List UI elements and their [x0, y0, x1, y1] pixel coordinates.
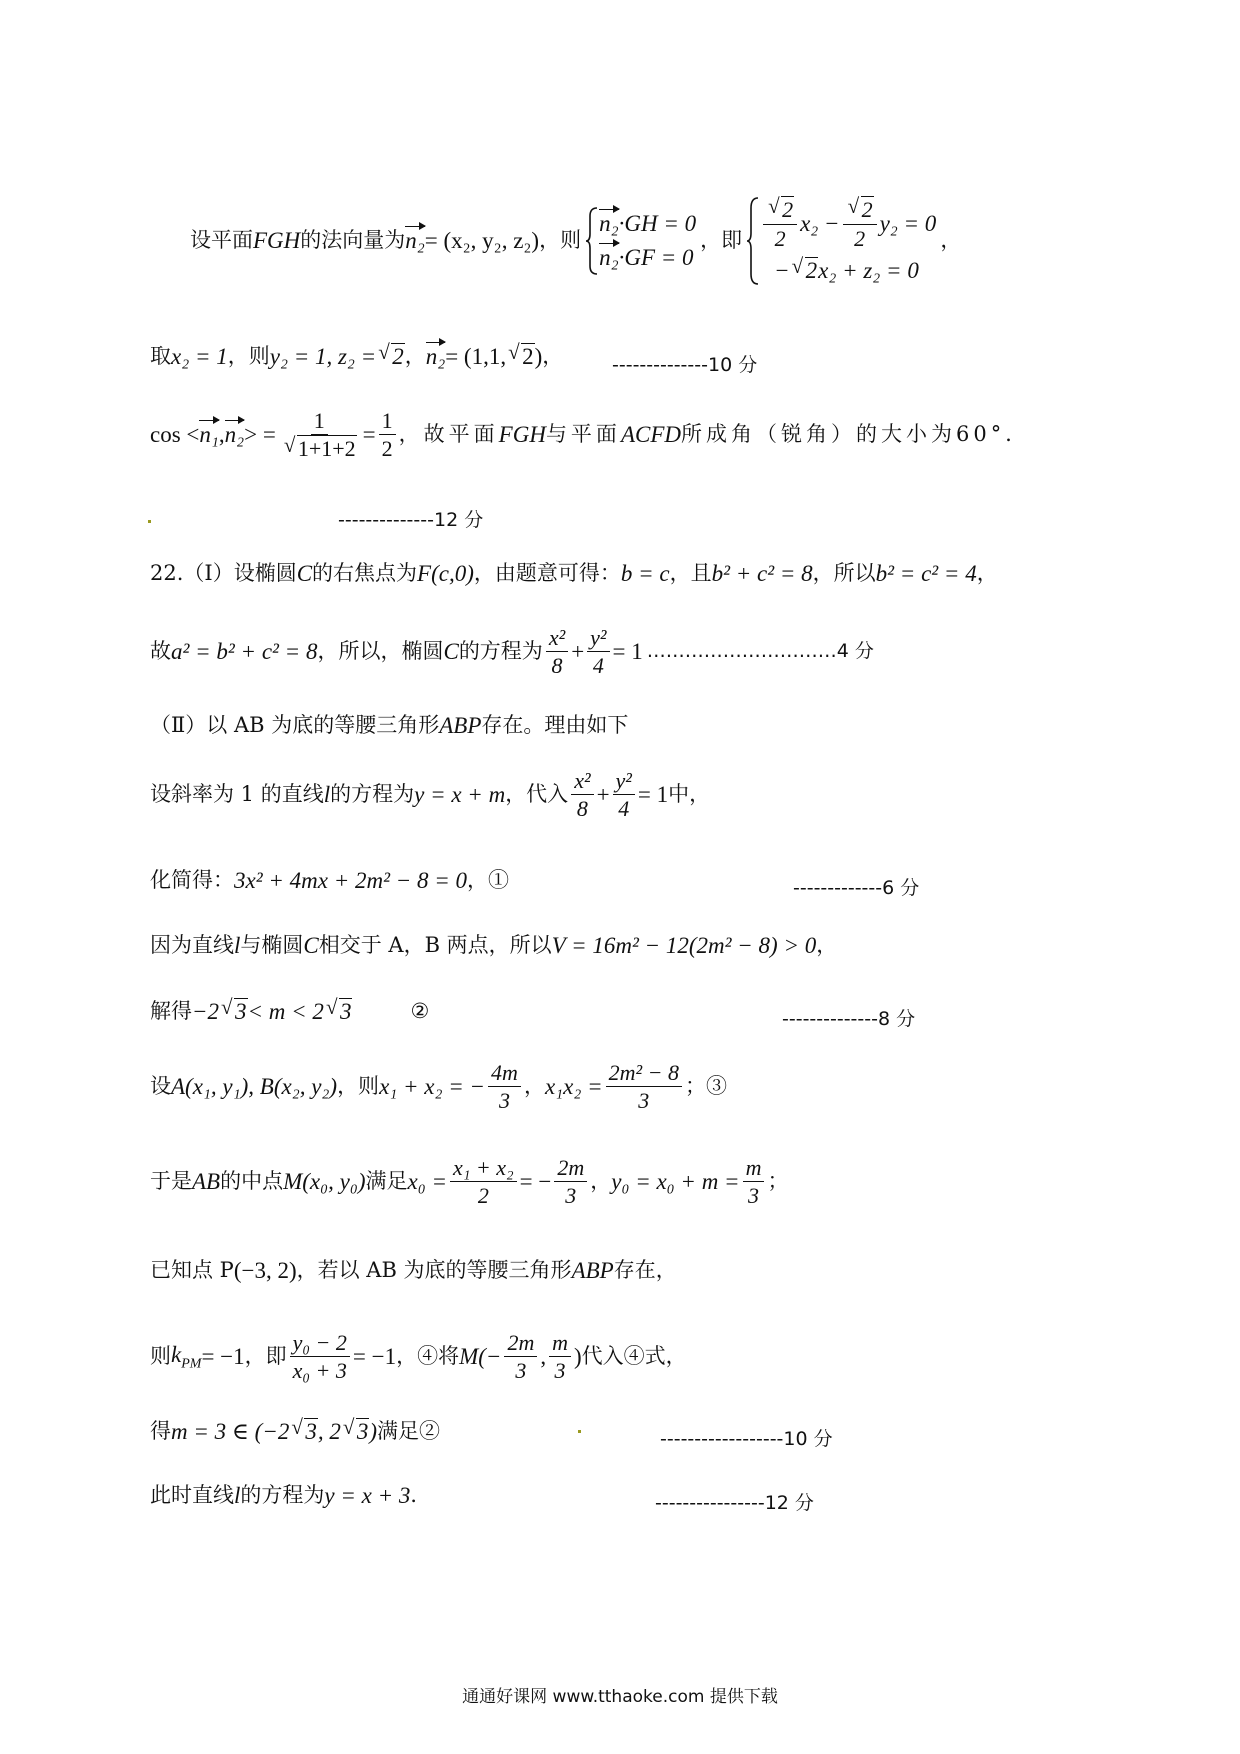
- score-12b: ----------------12 分: [655, 1492, 814, 1514]
- text: ，则: [539, 228, 582, 253]
- system-b: √ $\frac{2}{2}$ x₂ − √ $\frac{2}{2}$ y₂ = 0 −√ 2x₂ + z₂ = 0: [746, 196, 936, 286]
- line-22-part1: 22.（Ⅰ）设椭圆 C 的右焦点为 F(c,0) ，由题意可得： b = c ，且 b² + c² = 8 ，所以 b² = c² = 4 ，: [150, 561, 998, 586]
- line-discriminant: 因为直线 l 与椭圆 C 相交于 A，B 两点，所以 V = 16m² − 12(2m² − 8) > 0 ，: [150, 933, 838, 958]
- speck: [578, 1430, 581, 1433]
- line-take-x2: 取 x₂ = 1 ，则 y₂ = 1, z₂ = √ 2 ， n₂ = (1,1, √ 2 ) ，: [150, 343, 563, 371]
- line-line-eq: 设斜率为 1 的直线 l 的方程为 y = x + m ，代入 $\frac{\text{x²}}{8}$ + $\frac{\text{y²}}{4}$ = 1 中，: [150, 768, 711, 822]
- line-normal-vector: [190, 196, 961, 286]
- line-ellipse-eq: 故 a² = b² + c² = 8 ，所以，椭圆 C 的方程为 $\frac{\text{x²}}{8}$ + $\frac{\text{y²}}{4}$ = 1 …………………………4 分: [150, 625, 874, 679]
- footer: 通通好课网 www.tthaoke.com 提供下载: [462, 1687, 778, 1707]
- line-part2: （Ⅱ）以 AB 为底的等腰三角形 ABP 存在。理由如下: [150, 713, 629, 738]
- line-final: 此时直线 l 的方程为 y = x + 3 ．: [150, 1483, 432, 1508]
- score-6: -------------6 分: [793, 877, 920, 899]
- speck: [148, 520, 151, 523]
- score-12: --------------12 分: [338, 509, 484, 531]
- line-simplify: 化简得： 3x² + 4mx + 2m² − 8 = 0 ，①: [150, 868, 510, 893]
- line-vieta: 设 A(x₁, y₁), B(x₂, y₂) ，则 x₁ + x₂ = − $\frac{4m}{3}$ ， x₁x₂ = $\frac{\text{2m² − 8}}{3}$ ；③: [150, 1060, 727, 1114]
- line-slope: 则 $k_{PM}$ = −1 ，即 $\frac{\text{y₀ − 2}}{\text{x₀ + 3}}$ = −1 ，④将 M(− $\frac{2m}{3}$ , $\frac{m}{3}$ ) 代入④式，: [150, 1330, 687, 1384]
- score-8: --------------8 分: [782, 1008, 916, 1030]
- brace-icon: [746, 196, 760, 286]
- plane-fgh: FGH: [253, 228, 301, 254]
- line-midpoint: 于是 AB 的中点 M(x₀, y₀) 满足 x₀ = $\frac{\text{x₁ + x₂}}{2}$ = − $\frac{2m}{3}$ ， y₀ = x₀ + m = $\frac{m}{3}$ ；: [150, 1155, 789, 1209]
- score-10: --------------10 分: [612, 354, 758, 376]
- brace-icon: [585, 206, 599, 276]
- text: 的法向量为: [300, 228, 406, 253]
- line-cosine: cos < n₁ , n₂ > = 1 √ 1+1+2 = $\frac{1}{2}$ ，故平面 FGH 与平面 ACFD 所成角（锐角）的大小为60°．: [150, 408, 1030, 462]
- score-10b: ------------------10 分: [660, 1428, 833, 1450]
- text: ，即: [700, 228, 743, 253]
- text: ，: [940, 228, 962, 253]
- n2-components: = (x₂, y₂, z₂): [424, 228, 540, 254]
- system-a: n₂·GH = 0 n₂·GF = 0: [585, 206, 696, 276]
- line-m-value: 得 m = 3 ∈ (−2 √ 3 , 2 √ 3 ) 满足②: [150, 1418, 440, 1446]
- line-point-p: 已知点 P (−3, 2) ，若以 AB 为底的等腰三角形 ABP 存在，: [150, 1258, 677, 1283]
- line-range: 解得 −2 √ 3 < m < 2 √ 3 ②: [150, 998, 429, 1026]
- text: 设平面: [190, 228, 253, 253]
- vector-n2: n₂: [405, 228, 425, 254]
